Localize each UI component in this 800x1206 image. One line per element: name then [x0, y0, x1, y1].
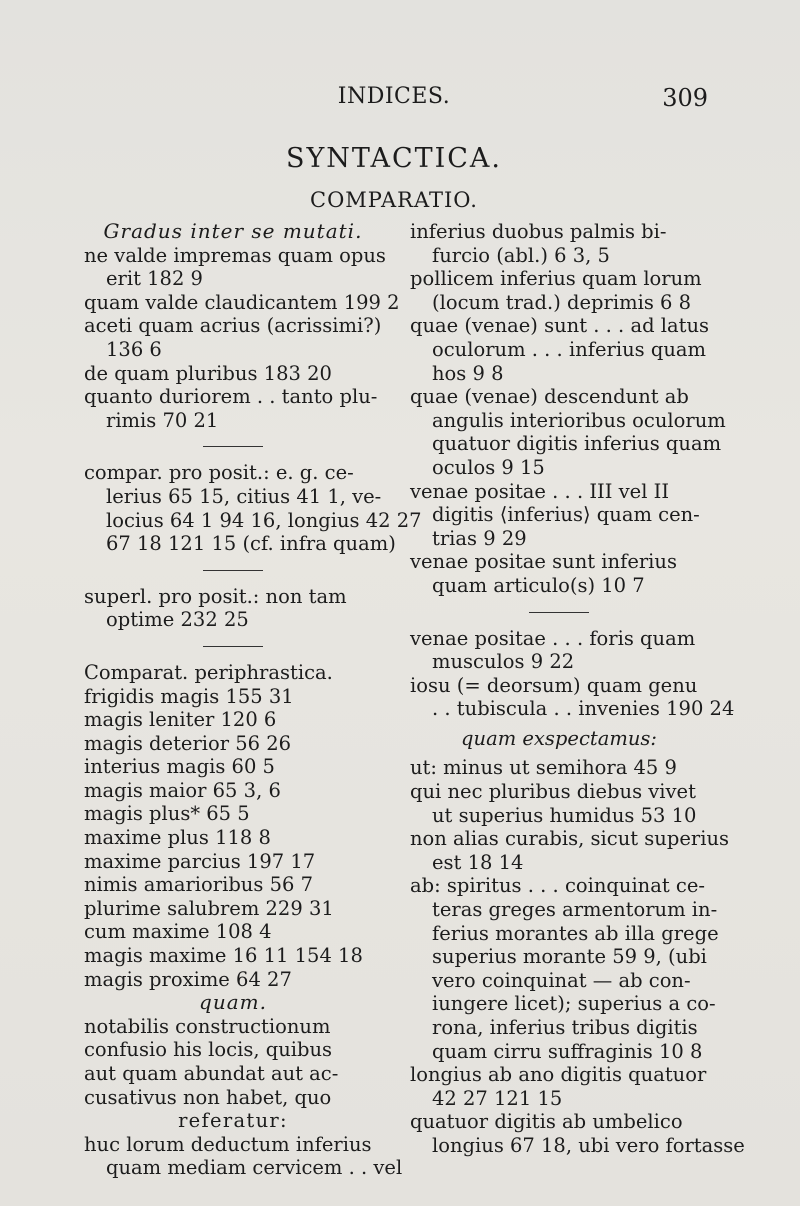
- index-entry: interius magis 60 5: [84, 755, 275, 779]
- entry-continuation: optime 232 25: [106, 608, 249, 632]
- index-entry: qui nec pluribus diebus vivet: [410, 780, 696, 804]
- index-entry: magis maxime 16 11 154 18: [84, 944, 363, 968]
- index-entry: quae (venae) descendunt ab: [410, 385, 689, 409]
- entry-continuation: locius 64 1 94 16, longius 42 27: [106, 508, 422, 532]
- entry-continuation: ut superius humidus 53 10: [432, 803, 697, 827]
- centered-line: referatur:: [178, 1109, 288, 1133]
- entry-continuation: rimis 70 21: [106, 408, 219, 432]
- index-entry: superl. pro posit.: non tam: [84, 584, 347, 608]
- index-entry: compar. pro posit.: e. g. ce-: [84, 461, 354, 485]
- entry-continuation: oculorum . . . inferius quam: [432, 337, 706, 361]
- subheading: quam exspectamus:: [461, 726, 657, 750]
- left-column: [84, 219, 422, 1180]
- entry-continuation: furcio (abl.) 6 3, 5: [432, 243, 610, 267]
- entry-continuation: iungere licet); superius a co-: [432, 992, 716, 1016]
- entry-continuation: oculos 9 15: [432, 455, 545, 479]
- index-entry: confusio his locis, quibus: [84, 1038, 333, 1062]
- page-number: 309: [662, 84, 708, 112]
- index-entry: magis deterior 56 26: [84, 731, 292, 755]
- index-entry: plurime salubrem 229 31: [84, 896, 334, 920]
- entry-continuation: musculos 9 22: [432, 650, 575, 674]
- index-entry: venae positae . . . foris quam: [410, 626, 696, 650]
- index-entry: magis maior 65 3, 6: [84, 778, 281, 802]
- running-head: [80, 84, 708, 114]
- right-column: [410, 220, 745, 1158]
- section-divider: [529, 612, 589, 613]
- entry-continuation: est 18 14: [432, 850, 524, 874]
- index-entry: aut quam abundat aut ac-: [84, 1062, 339, 1085]
- entry-continuation: erit 182 9: [106, 267, 203, 291]
- index-entry: quatuor digitis ab umbelico: [410, 1110, 683, 1134]
- index-entry: longius ab ano digitis quatuor: [410, 1063, 707, 1087]
- index-entry: maxime parcius 197 17: [84, 849, 316, 873]
- index-entry: magis leniter 120 6: [84, 708, 277, 732]
- entry-continuation: digitis ⟨inferius⟩ quam cen-: [432, 503, 700, 527]
- index-entry: venae positae . . . III vel II: [410, 479, 670, 503]
- index-entry: inferius duobus palmis bi-: [410, 220, 667, 243]
- index-entry: non alias curabis, sicut superius: [410, 827, 730, 851]
- index-entry: iosu (= deorsum) quam genu: [410, 673, 698, 697]
- entry-continuation: superius morante 59 9, (ubi: [432, 945, 707, 969]
- index-entry: quae (venae) sunt . . . ad latus: [410, 314, 710, 338]
- entry-continuation: teras greges armentorum in-: [432, 898, 718, 922]
- index-entry: magis plus* 65 5: [84, 802, 250, 826]
- entry-continuation: rona, inferius tribus digitis: [432, 1016, 698, 1039]
- entry-continuation: trias 9 29: [432, 526, 527, 550]
- section-divider: [203, 570, 263, 571]
- index-entry: cum maxime 108 4: [84, 920, 272, 944]
- index-entry: maxime plus 118 8: [84, 826, 271, 850]
- entry-continuation: lerius 65 15, citius 41 1, ve-: [106, 484, 382, 508]
- section-divider: [203, 646, 263, 647]
- index-entry: notabilis constructionum: [84, 1014, 331, 1038]
- entry-continuation: 136 6: [106, 337, 162, 361]
- index-entry: huc lorum deductum inferius: [84, 1132, 372, 1156]
- section-divider: [203, 446, 263, 447]
- index-entry: ne valde impremas quam opus: [84, 243, 386, 267]
- entry-continuation: . . tubiscula . . invenies 190 24: [432, 697, 735, 721]
- section-title: SYNTACTICA.: [285, 143, 503, 174]
- index-entry: frigidis magis 155 31: [84, 684, 294, 708]
- index-entry: venae positae sunt inferius: [410, 550, 677, 574]
- entry-continuation: angulis interioribus oculorum: [432, 408, 726, 432]
- entry-continuation: quatuor digitis inferius quam: [432, 432, 722, 456]
- entry-continuation: vero coinquinat — ab con-: [432, 968, 691, 992]
- index-entry: aceti quam acrius (acrissimi?): [84, 314, 382, 338]
- index-entry: de quam pluribus 183 20: [84, 361, 332, 385]
- entry-continuation: quam articulo(s) 10 7: [432, 573, 645, 597]
- index-entry: ut: minus ut semihora 45 9: [410, 756, 677, 780]
- entry-continuation: hos 9 8: [432, 361, 504, 385]
- entry-continuation: 42 27 121 15: [432, 1086, 563, 1110]
- subsection-title: COMPARATIO.: [310, 188, 478, 212]
- index-entry: cusativus non habet, quo: [84, 1085, 332, 1109]
- index-entry: nimis amarioribus 56 7: [84, 873, 313, 897]
- entry-continuation: longius 67 18, ubi vero fortasse: [432, 1133, 745, 1157]
- subheading: Gradus inter se mutati.: [103, 219, 363, 243]
- subheading: quam.: [199, 990, 267, 1015]
- entry-continuation: 67 18 121 15 (cf. infra quam): [106, 532, 396, 556]
- index-entry: quanto duriorem . . tanto plu-: [84, 385, 378, 409]
- index-entry: pollicem inferius quam lorum: [410, 267, 702, 291]
- running-head-title: INDICES.: [337, 84, 451, 109]
- index-entry: Comparat. periphrastica.: [84, 660, 333, 684]
- entry-continuation: ferius morantes ab illa grege: [432, 921, 719, 945]
- index-entry: ab: spiritus . . . coinquinat ce-: [410, 874, 705, 898]
- index-entry: magis proxime 64 27: [84, 967, 292, 991]
- entry-continuation: (locum trad.) deprimis 6 8: [432, 290, 692, 314]
- entry-continuation: quam cirru suffraginis 10 8: [432, 1039, 703, 1063]
- index-entry: quam valde claudicantem 199 2: [84, 290, 400, 314]
- entry-continuation: quam mediam cervicem . . vel: [106, 1156, 403, 1180]
